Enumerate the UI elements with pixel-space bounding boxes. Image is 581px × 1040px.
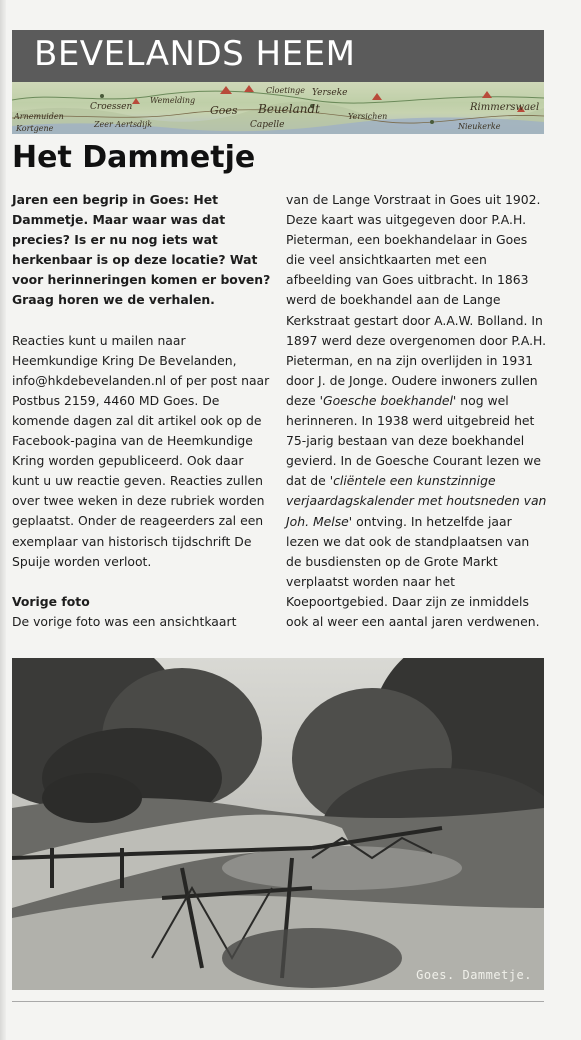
masthead xyxy=(12,30,544,82)
masthead-title: BEVELANDS HEEM xyxy=(34,34,356,74)
map-label: Croessen xyxy=(90,102,133,112)
previous-photo-continued xyxy=(286,190,548,632)
map-label: Rimmerswael xyxy=(470,102,540,113)
body-text: nog wel herinneren. In 1938 werd uitgebreid het 75-jarig bestaan van deze boekhandel gevierd. In de Goesche Courant lezen we dat de xyxy=(286,392,542,489)
reactions-paragraph: Reacties kunt u mailen naar Heemkundige Kring De Bevelanden, info@hkdebevelanden.nl of per post naar Postbus 2159, 4460 MD Goes. De komende dagen zal dit artikel ook op de Facebook-pagina van de Heemkundige Kring worden gepubliceerd. Ook daar kunt u uw reactie geven. Reacties zullen over twee weken in deze rubriek worden geplaatst. Onder de reageerders zal een exemplaar van historisch tijdschrift De Spuije worden verloot. xyxy=(12,332,270,569)
body-text: van de Lange Vorstraat in Goes uit 1902. Deze kaart was uitgegeven door P.A.H. Pieterman, een boekhandelaar in Goes die veel ansichtkaarten met een afbeelding van Goes uitbracht. In 1863 werd de boekhandel aan de Lange Kerkstraat gestart door A.A.W. Bolland. In 1897 werd deze overgenomen door P.A.H. Pieterman, en na zijn overlijden in 1931 door J. de Jonge. Oudere inwoners zullen deze xyxy=(286,192,547,408)
article-intro: Jaren een begrip in Goes: Het Dammetje. Maar waar was dat precies? Is er nu nog iets wat herkenbaar is op deze locatie? Wat voor herinneringen komen er boven? Graag horen we de verhalen. xyxy=(12,192,271,308)
article-title: Het Dammetje xyxy=(12,140,256,175)
map-label: Zeer Aertsdijk xyxy=(94,120,153,129)
divider xyxy=(12,1001,544,1002)
map-label: Yersichen xyxy=(348,112,388,121)
map-label: Goes xyxy=(210,104,238,117)
page-edge xyxy=(0,0,6,1040)
map-label: Yerseke xyxy=(312,88,348,98)
map-label: Beuelandt xyxy=(258,102,320,116)
photo-caption: Goes. Dammetje. xyxy=(416,968,532,982)
map-label: Cloetinge xyxy=(266,86,306,95)
previous-photo-text: De vorige foto was een ansichtkaart xyxy=(12,613,237,629)
map-label: Wemelding xyxy=(150,96,196,105)
map-label: Nieukerke xyxy=(458,122,501,131)
body-text: ontving. In hetzelfde jaar lezen we dat ook de standplaatsen van de busdiensten op de Grote Markt verplaatst worden naar het Koepoortgebied. Daar zijn ze inmiddels ook al weer een aantal jaren verdwenen. xyxy=(286,513,540,629)
previous-photo-heading: Vorige foto xyxy=(12,593,90,609)
quoted-newspaper: 'cliëntele een kunstzinnige verjaardagskalender met houtsneden van Joh. Melse' xyxy=(286,473,547,529)
map-label: Capelle xyxy=(250,120,285,130)
column-right xyxy=(286,190,548,632)
photo-illustration xyxy=(12,658,544,990)
map-label: Kortgene xyxy=(16,124,54,133)
historic-photo xyxy=(12,658,544,990)
quoted-shop-name: 'Goesche boekhandel' xyxy=(319,392,457,408)
column-left xyxy=(12,190,274,632)
map-banner xyxy=(12,82,544,134)
map-label: Arnemuiden xyxy=(14,112,64,121)
